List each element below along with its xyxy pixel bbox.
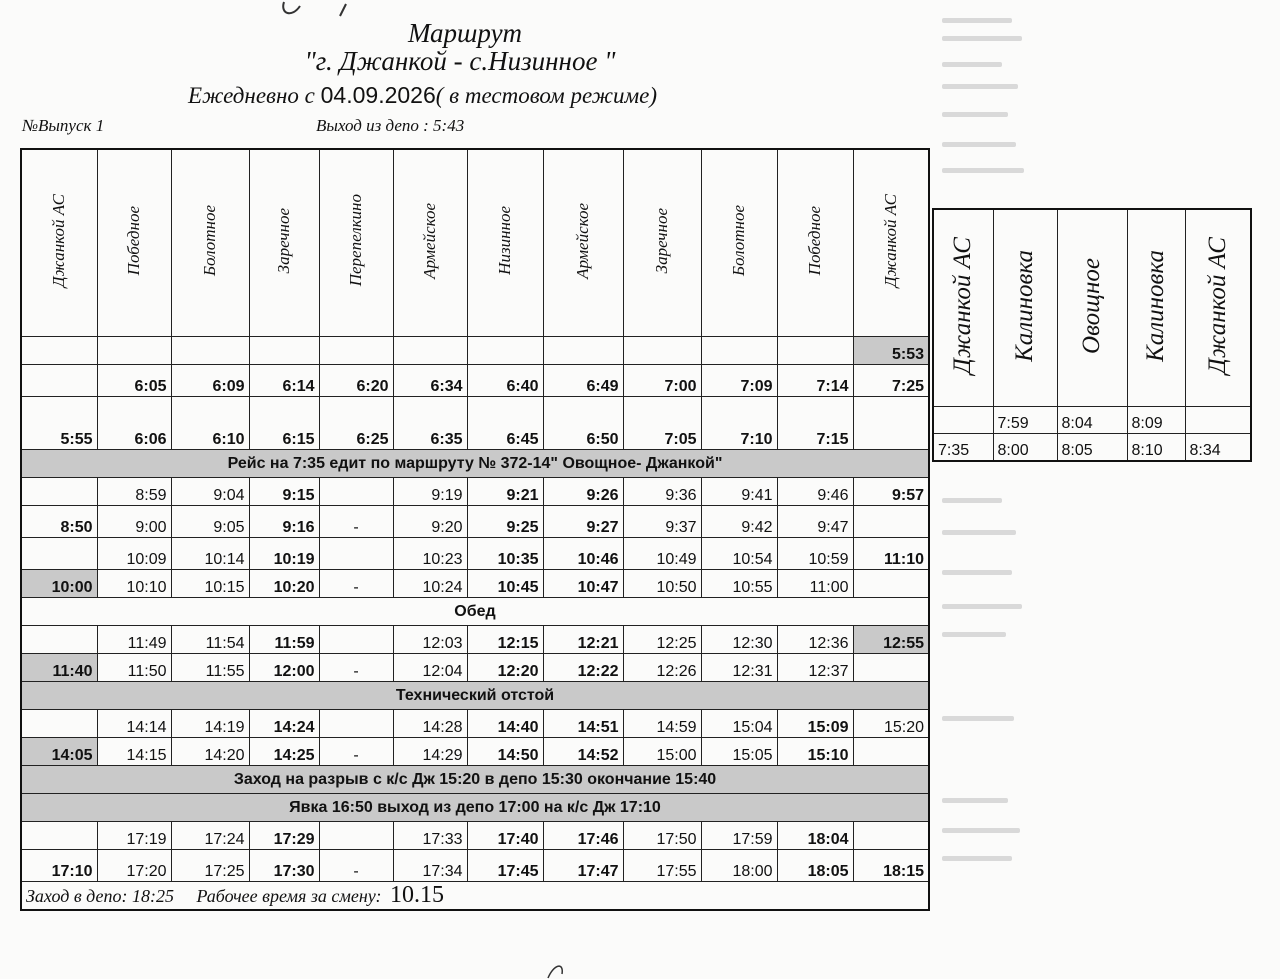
time-cell: 12:55 [853, 626, 929, 654]
time-cell [853, 822, 929, 850]
depot-return-time: Заход в депо: 18:25 [26, 886, 174, 906]
side-header-row [933, 209, 1251, 407]
time-cell: 10:00 [21, 570, 97, 598]
time-cell: 9:00 [97, 506, 171, 538]
time-cell: 6:09 [171, 365, 249, 397]
time-cell: 12:00 [249, 654, 319, 682]
time-cell: 14:05 [21, 738, 97, 766]
time-cell [701, 337, 777, 365]
time-cell: 12:30 [701, 626, 777, 654]
time-cell [853, 506, 929, 538]
time-cell: 10:54 [701, 538, 777, 570]
time-cell: 17:45 [467, 850, 543, 882]
column-header-label: Заречное [652, 207, 671, 274]
time-cell [853, 654, 929, 682]
table-row [21, 738, 929, 766]
schedule-subtitle [188, 82, 657, 109]
time-cell: 10:23 [393, 538, 467, 570]
time-cell: 11:50 [97, 654, 171, 682]
time-cell: 9:57 [853, 478, 929, 506]
time-cell: 7:14 [777, 365, 853, 397]
bleed-through-mark [942, 84, 1018, 89]
time-cell: 18:15 [853, 850, 929, 882]
release-number: №Выпуск 1 [22, 116, 105, 135]
route-name: "г. Джанкой - с.Низинное " [304, 46, 616, 76]
time-cell: 11:40 [21, 654, 97, 682]
trip-note: Рейс на 7:35 едит по маршруту № 372-14" Овощное- Джанкой" [21, 450, 929, 478]
lunch-row [21, 598, 929, 626]
time-cell: 12:04 [393, 654, 467, 682]
time-cell: 12:20 [467, 654, 543, 682]
time-cell: - [319, 654, 393, 682]
time-cell: 12:36 [777, 626, 853, 654]
time-cell: 9:47 [777, 506, 853, 538]
column-header-label: Болотное [729, 205, 748, 276]
time-cell: 10:15 [171, 570, 249, 598]
time-cell: 12:26 [623, 654, 701, 682]
table-row [21, 506, 929, 538]
document-title: Маршрут [407, 18, 523, 48]
time-cell [21, 337, 97, 365]
handwritten-mark-bottom [540, 958, 580, 979]
column-header-label: Низинное [495, 206, 514, 275]
time-cell: 18:04 [777, 822, 853, 850]
column-header [623, 149, 701, 337]
side-time-cell: 8:00 [993, 434, 1057, 462]
time-cell [623, 337, 701, 365]
time-cell [319, 538, 393, 570]
time-cell: 10:55 [701, 570, 777, 598]
time-cell: 9:41 [701, 478, 777, 506]
time-cell: 12:03 [393, 626, 467, 654]
subtitle-prefix: Ежедневно с [188, 83, 315, 108]
time-cell: 10:50 [623, 570, 701, 598]
time-cell: 14:19 [171, 710, 249, 738]
time-cell: 14:24 [249, 710, 319, 738]
time-cell: 9:42 [701, 506, 777, 538]
bleed-through-mark [942, 856, 1012, 861]
time-cell: 17:46 [543, 822, 623, 850]
time-cell: 7:09 [701, 365, 777, 397]
column-header-label: Армейское [573, 202, 592, 279]
time-cell [393, 337, 467, 365]
time-cell: 17:24 [171, 822, 249, 850]
time-cell: 14:20 [171, 738, 249, 766]
table-row [21, 654, 929, 682]
time-cell: 11:54 [171, 626, 249, 654]
time-cell: 14:25 [249, 738, 319, 766]
column-header [97, 149, 171, 337]
time-cell: 17:29 [249, 822, 319, 850]
time-cell: 17:50 [623, 822, 701, 850]
subtitle-date: 04.09.2026 [320, 82, 436, 108]
side-time-cell: 8:04 [1057, 407, 1127, 434]
time-cell [319, 478, 393, 506]
side-time-cell [933, 407, 993, 434]
time-cell: 5:55 [21, 397, 97, 450]
work-time-label: Рабочее время за смену: [196, 886, 382, 906]
time-cell: 14:51 [543, 710, 623, 738]
table-row [21, 570, 929, 598]
time-cell: 14:40 [467, 710, 543, 738]
lunch-note: Обед [21, 598, 929, 626]
time-cell: 9:05 [171, 506, 249, 538]
bleed-through-mark [942, 828, 1020, 833]
bleed-through-mark [942, 530, 1016, 535]
table-row [21, 397, 929, 450]
bleed-through-mark [942, 798, 1008, 803]
time-cell: 7:15 [777, 397, 853, 450]
time-cell: 6:06 [97, 397, 171, 450]
bleed-through-mark [942, 142, 1016, 147]
time-cell: 18:05 [777, 850, 853, 882]
time-cell: 9:27 [543, 506, 623, 538]
table-row [21, 365, 929, 397]
time-cell [21, 822, 97, 850]
time-cell: 17:33 [393, 822, 467, 850]
time-cell: 17:10 [21, 850, 97, 882]
time-cell: 6:10 [171, 397, 249, 450]
shift-footer [21, 882, 929, 911]
time-cell [543, 337, 623, 365]
column-header-label: Джанкой АС [880, 193, 900, 288]
subtitle-suffix: ( в тестовом режиме) [435, 83, 658, 108]
side-column-header [993, 209, 1057, 407]
column-header [319, 149, 393, 337]
timetable-side [932, 208, 1252, 462]
timetable-main [20, 148, 930, 911]
side-time-cell: 7:35 [933, 434, 993, 462]
time-cell [171, 337, 249, 365]
time-cell: 14:29 [393, 738, 467, 766]
time-cell: 7:00 [623, 365, 701, 397]
table-row [21, 710, 929, 738]
time-cell: 9:04 [171, 478, 249, 506]
time-cell [21, 478, 97, 506]
bleed-through-mark [942, 36, 1022, 41]
time-cell: 12:22 [543, 654, 623, 682]
time-cell: 6:45 [467, 397, 543, 450]
time-cell: 17:55 [623, 850, 701, 882]
time-cell: 6:40 [467, 365, 543, 397]
time-cell: 17:30 [249, 850, 319, 882]
time-cell: 9:25 [467, 506, 543, 538]
side-column-header [1185, 209, 1251, 407]
time-cell [319, 822, 393, 850]
column-header [467, 149, 543, 337]
column-header-label: Перепелкино [346, 194, 365, 287]
timetable-header-row [21, 149, 929, 337]
time-cell: 12:15 [467, 626, 543, 654]
side-column-header [1127, 209, 1185, 407]
time-cell: 10:47 [543, 570, 623, 598]
time-cell: 17:19 [97, 822, 171, 850]
time-cell: 6:05 [97, 365, 171, 397]
side-time-cell: 8:10 [1127, 434, 1185, 462]
column-header-label: Победное [805, 205, 824, 276]
time-cell [777, 337, 853, 365]
time-cell: 7:05 [623, 397, 701, 450]
time-cell: 11:10 [853, 538, 929, 570]
time-cell [21, 710, 97, 738]
time-cell: 14:15 [97, 738, 171, 766]
resume-note-row [21, 794, 929, 822]
time-cell: 6:35 [393, 397, 467, 450]
table-row [21, 478, 929, 506]
table-row [21, 337, 929, 365]
depot-exit-time: Выход из депо : 5:43 [316, 116, 465, 135]
side-column-header-label: Джанкой АС [949, 236, 977, 375]
column-header [853, 149, 929, 337]
bleed-through-mark [942, 112, 1008, 117]
column-header [777, 149, 853, 337]
time-cell: 6:34 [393, 365, 467, 397]
time-cell: 10:49 [623, 538, 701, 570]
time-cell: 5:53 [853, 337, 929, 365]
side-row [933, 434, 1251, 462]
column-header [171, 149, 249, 337]
technical-stop-row [21, 682, 929, 710]
time-cell: 6:14 [249, 365, 319, 397]
time-cell: 12:37 [777, 654, 853, 682]
side-time-cell: 8:09 [1127, 407, 1185, 434]
column-header-label: Джанкой АС [49, 193, 69, 288]
time-cell: 14:14 [97, 710, 171, 738]
time-cell: - [319, 506, 393, 538]
time-cell: 9:26 [543, 478, 623, 506]
time-cell: 10:45 [467, 570, 543, 598]
time-cell: 17:34 [393, 850, 467, 882]
time-cell: 6:20 [319, 365, 393, 397]
time-cell: 10:14 [171, 538, 249, 570]
time-cell: 10:46 [543, 538, 623, 570]
time-cell: 10:59 [777, 538, 853, 570]
resume-note: Явка 16:50 выход из депо 17:00 на к/с Дж 17:10 [21, 794, 929, 822]
time-cell [21, 538, 97, 570]
time-cell: 12:21 [543, 626, 623, 654]
break-note: Заход на разрыв с к/с Дж 15:20 в депо 15:30 окончание 15:40 [21, 766, 929, 794]
time-cell: 6:49 [543, 365, 623, 397]
time-cell: 9:36 [623, 478, 701, 506]
trip-note-row [21, 450, 929, 478]
time-cell [249, 337, 319, 365]
time-cell: 17:47 [543, 850, 623, 882]
time-cell: 18:00 [701, 850, 777, 882]
time-cell: 17:25 [171, 850, 249, 882]
side-time-cell: 8:34 [1185, 434, 1251, 462]
time-cell: - [319, 850, 393, 882]
time-cell: 9:20 [393, 506, 467, 538]
bleed-through-mark [942, 498, 1002, 503]
time-cell: 12:25 [623, 626, 701, 654]
time-cell [97, 337, 171, 365]
time-cell: 9:19 [393, 478, 467, 506]
work-time-value: 10.15 [390, 882, 445, 908]
time-cell: 17:20 [97, 850, 171, 882]
column-header-label: Заречное [274, 207, 293, 274]
time-cell: 6:15 [249, 397, 319, 450]
side-row [933, 407, 1251, 434]
time-cell [319, 626, 393, 654]
side-column-header-label: Калиновка [1142, 249, 1169, 362]
side-time-cell: 7:59 [993, 407, 1057, 434]
time-cell: 8:59 [97, 478, 171, 506]
time-cell: 10:35 [467, 538, 543, 570]
column-header [543, 149, 623, 337]
handwritten-mark-top [270, 0, 380, 22]
column-header [21, 149, 97, 337]
time-cell: 15:10 [777, 738, 853, 766]
time-cell: 7:25 [853, 365, 929, 397]
time-cell: 14:28 [393, 710, 467, 738]
column-header [249, 149, 319, 337]
time-cell: 9:16 [249, 506, 319, 538]
time-cell: 11:49 [97, 626, 171, 654]
time-cell: - [319, 738, 393, 766]
time-cell: 17:40 [467, 822, 543, 850]
time-cell [319, 710, 393, 738]
time-cell: 11:00 [777, 570, 853, 598]
time-cell: 7:10 [701, 397, 777, 450]
time-cell: 14:50 [467, 738, 543, 766]
side-column-header-label: Овощное [1078, 257, 1105, 354]
side-time-cell: 8:05 [1057, 434, 1127, 462]
time-cell: 10:09 [97, 538, 171, 570]
bleed-through-mark [942, 168, 1024, 173]
footer-row [21, 882, 929, 911]
time-cell: 10:19 [249, 538, 319, 570]
time-cell: 15:04 [701, 710, 777, 738]
time-cell [853, 738, 929, 766]
column-header-label: Победное [124, 205, 143, 276]
table-row [21, 626, 929, 654]
table-row [21, 850, 929, 882]
time-cell: 15:09 [777, 710, 853, 738]
time-cell: - [319, 570, 393, 598]
time-cell: 11:55 [171, 654, 249, 682]
side-time-cell [1185, 407, 1251, 434]
side-column-header-label: Калиновка [1011, 249, 1038, 362]
time-cell: 14:59 [623, 710, 701, 738]
time-cell: 9:21 [467, 478, 543, 506]
time-cell: 10:24 [393, 570, 467, 598]
side-column-header-label: Джанкой АС [1203, 236, 1231, 375]
time-cell: 9:15 [249, 478, 319, 506]
time-cell: 10:10 [97, 570, 171, 598]
bleed-through-mark [942, 604, 1022, 609]
time-cell: 15:20 [853, 710, 929, 738]
bleed-through-mark [942, 632, 1006, 637]
column-header-label: Армейское [420, 202, 439, 279]
bleed-through-mark [942, 18, 1012, 23]
time-cell: 6:50 [543, 397, 623, 450]
bleed-through-mark [942, 570, 1012, 575]
time-cell: 8:50 [21, 506, 97, 538]
column-header [393, 149, 467, 337]
time-cell [467, 337, 543, 365]
table-row [21, 538, 929, 570]
bleed-through-mark [942, 62, 1002, 67]
time-cell: 15:05 [701, 738, 777, 766]
time-cell [853, 570, 929, 598]
side-column-header [1057, 209, 1127, 407]
time-cell: 9:37 [623, 506, 701, 538]
time-cell: 9:46 [777, 478, 853, 506]
time-cell: 15:00 [623, 738, 701, 766]
time-cell: 10:20 [249, 570, 319, 598]
table-row [21, 822, 929, 850]
time-cell [853, 397, 929, 450]
time-cell [21, 626, 97, 654]
time-cell [319, 337, 393, 365]
column-header [701, 149, 777, 337]
time-cell: 12:31 [701, 654, 777, 682]
time-cell [21, 365, 97, 397]
column-header-label: Болотное [200, 205, 219, 276]
side-column-header [933, 209, 993, 407]
time-cell: 11:59 [249, 626, 319, 654]
break-note-row [21, 766, 929, 794]
technical-stop-note: Технический отстой [21, 682, 929, 710]
time-cell: 14:52 [543, 738, 623, 766]
time-cell: 17:59 [701, 822, 777, 850]
bleed-through-mark [942, 716, 1014, 721]
time-cell: 6:25 [319, 397, 393, 450]
